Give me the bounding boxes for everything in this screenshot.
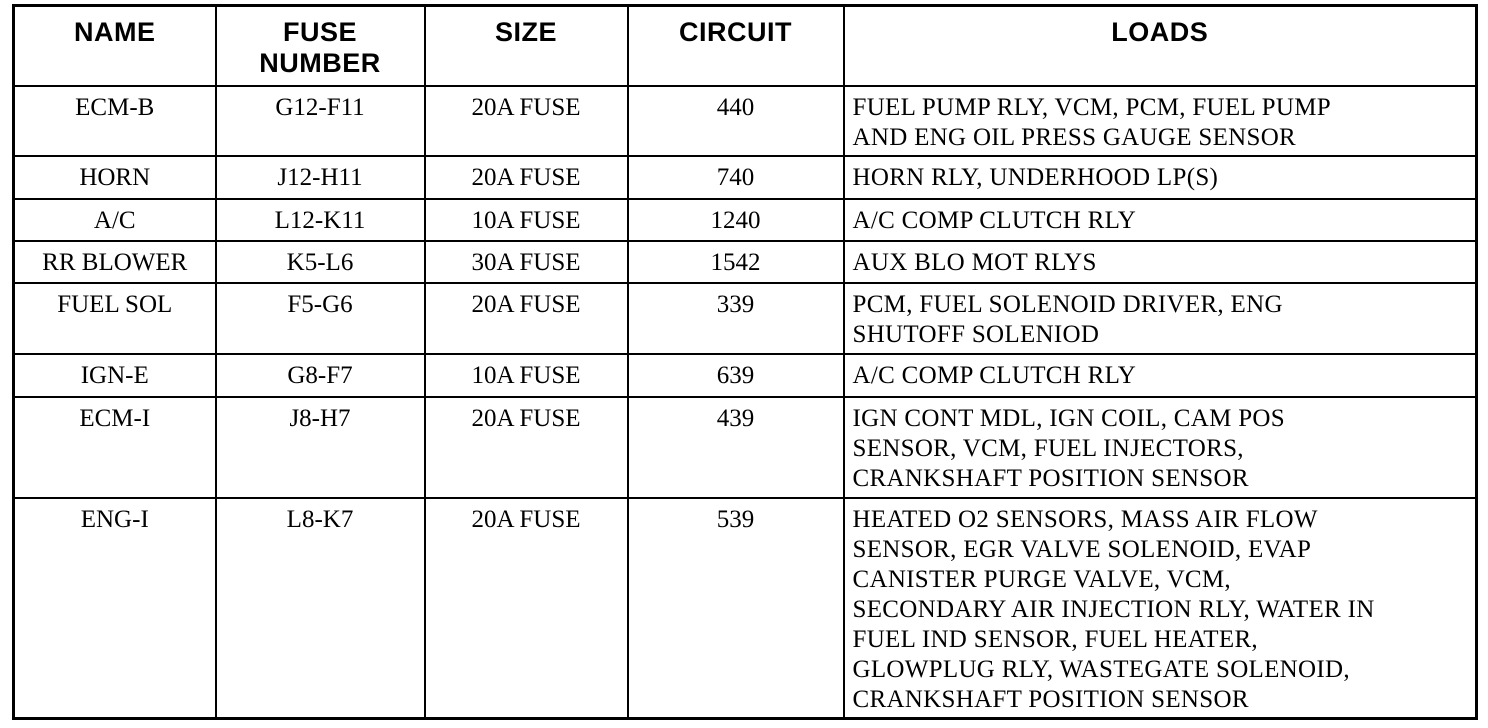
cell-size: 30A FUSE: [425, 241, 628, 283]
loads-line: A/C COMP CLUTCH RLY: [852, 362, 1137, 390]
cell-fuse-number: K5-L6: [216, 241, 425, 283]
cell-name: HORN: [14, 156, 216, 198]
header-row: [14, 6, 1477, 86]
cell-loads: [844, 86, 1477, 157]
cell-fuse-number: L8-K7: [216, 498, 425, 719]
cell-size: 10A FUSE: [425, 199, 628, 241]
cell-circuit: 740: [628, 156, 844, 198]
table-row: [14, 397, 1477, 498]
cell-fuse-number: F5-G6: [216, 283, 425, 354]
cell-name: IGN-E: [14, 354, 216, 396]
loads-line: CANISTER PURGE VALVE, VCM,: [852, 565, 1231, 593]
cell-loads: [844, 354, 1477, 396]
loads-line: A/C COMP CLUTCH RLY: [852, 206, 1137, 234]
loads-line: SENSOR, EGR VALVE SOLENOID, EVAP: [852, 535, 1312, 563]
loads-line: GLOWPLUG RLY, WASTEGATE SOLENOID,: [852, 655, 1350, 683]
cell-circuit: 539: [628, 498, 844, 719]
header-fuse-number-line2: NUMBER: [259, 48, 381, 78]
header-fuse-number-line1: FUSE: [282, 17, 357, 47]
loads-line: CRANKSHAFT POSITION SENSOR: [852, 685, 1249, 713]
loads-line: IGN CONT MDL, IGN COIL, CAM POS: [852, 404, 1285, 432]
fuse-table: [12, 4, 1478, 720]
cell-name: A/C: [14, 199, 216, 241]
cell-loads: [844, 156, 1477, 198]
cell-size: 20A FUSE: [425, 156, 628, 198]
cell-size: 20A FUSE: [425, 283, 628, 354]
cell-loads: [844, 397, 1477, 498]
header-size-label: SIZE: [494, 17, 557, 47]
cell-fuse-number: J8-H7: [216, 397, 425, 498]
header-loads: [844, 6, 1477, 86]
cell-size: 20A FUSE: [425, 397, 628, 498]
cell-name: ECM-I: [14, 397, 216, 498]
cell-loads: [844, 199, 1477, 241]
loads-line: SECONDARY AIR INJECTION RLY, WATER IN: [852, 595, 1375, 623]
cell-fuse-number: L12-K11: [216, 199, 425, 241]
cell-loads: [844, 283, 1477, 354]
loads-line: CRANKSHAFT POSITION SENSOR: [852, 464, 1249, 492]
cell-circuit: 639: [628, 354, 844, 396]
table-row: [14, 354, 1477, 396]
header-name-label: NAME: [74, 17, 156, 47]
loads-line: HORN RLY, UNDERHOOD LP(S): [852, 164, 1219, 192]
header-circuit: [628, 6, 844, 86]
loads-line: FUEL PUMP RLY, VCM, PCM, FUEL PUMP: [852, 93, 1331, 121]
cell-fuse-number: G12-F11: [216, 86, 425, 157]
cell-loads: [844, 498, 1477, 719]
loads-line: AND ENG OIL PRESS GAUGE SENSOR: [852, 123, 1297, 151]
header-loads-label: LOADS: [1111, 17, 1209, 47]
cell-fuse-number: J12-H11: [216, 156, 425, 198]
header-size: [425, 6, 628, 86]
cell-size: 10A FUSE: [425, 354, 628, 396]
cell-fuse-number: G8-F7: [216, 354, 425, 396]
cell-circuit: 339: [628, 283, 844, 354]
table-row: [14, 498, 1477, 719]
cell-loads: [844, 241, 1477, 283]
cell-name: FUEL SOL: [14, 283, 216, 354]
loads-line: SENSOR, VCM, FUEL INJECTORS,: [852, 434, 1244, 462]
cell-circuit: 439: [628, 397, 844, 498]
loads-line: PCM, FUEL SOLENOID DRIVER, ENG: [852, 291, 1283, 319]
table-row: [14, 86, 1477, 157]
cell-name: ENG-I: [14, 498, 216, 719]
cell-circuit: 1542: [628, 241, 844, 283]
loads-line: FUEL IND SENSOR, FUEL HEATER,: [852, 625, 1258, 653]
header-name: [14, 6, 216, 86]
header-circuit-label: CIRCUIT: [679, 17, 792, 47]
cell-circuit: 440: [628, 86, 844, 157]
loads-line: SHUTOFF SOLENIOD: [852, 321, 1100, 349]
cell-name: ECM-B: [14, 86, 216, 157]
table-row: [14, 156, 1477, 198]
cell-name: RR BLOWER: [14, 241, 216, 283]
header-fuse-number: [216, 6, 425, 86]
loads-line: AUX BLO MOT RLYS: [852, 249, 1097, 277]
cell-size: 20A FUSE: [425, 498, 628, 719]
cell-circuit: 1240: [628, 199, 844, 241]
table-row: [14, 241, 1477, 283]
table-row: [14, 199, 1477, 241]
table-row: [14, 283, 1477, 354]
cell-size: 20A FUSE: [425, 86, 628, 157]
loads-line: HEATED O2 SENSORS, MASS AIR FLOW: [852, 505, 1318, 533]
